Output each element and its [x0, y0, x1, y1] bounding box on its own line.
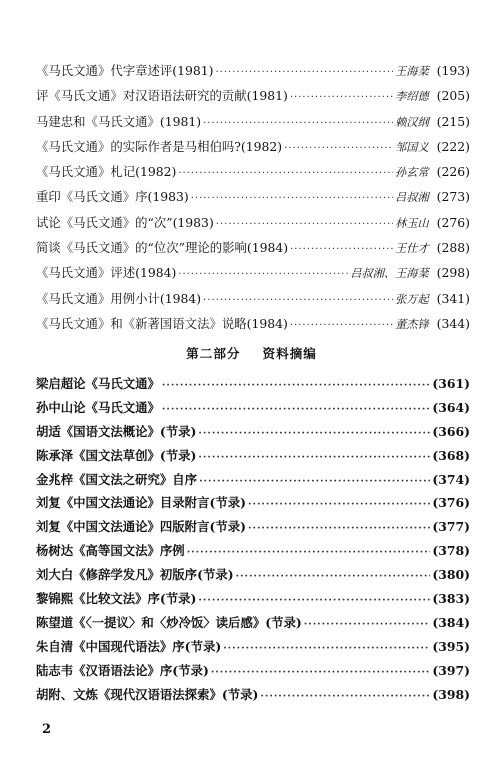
toc-entry	[36, 311, 470, 336]
entry-title: 胡适《国语文法概论》(节录)	[36, 423, 197, 439]
entry-page: (298)	[436, 265, 470, 281]
entry-page: (395)	[432, 638, 470, 654]
dot-leader	[198, 589, 430, 611]
dot-leader	[248, 517, 430, 539]
dot-leader	[203, 111, 393, 134]
entry-title: 杨树达《高等国文法》序例	[36, 543, 185, 559]
entry-author: 林玉山	[395, 216, 429, 230]
entry-title: 刘复《中国文法通论》四版附言(节录)	[36, 519, 246, 535]
toc-part-two	[36, 372, 470, 706]
toc-part-one	[36, 58, 470, 336]
dot-leader	[284, 136, 393, 159]
entry-title: 胡附、文炼《现代汉语语法探索》(节录)	[36, 686, 259, 702]
toc-entry	[36, 83, 470, 108]
page-number: 2	[42, 722, 52, 737]
entry-author: 吕叔湘、王海棻	[350, 267, 429, 281]
entry-title: 《马氏文通》和《新著国语文法》说略(1984)	[36, 315, 288, 331]
entry-page: (364)	[432, 399, 470, 415]
entry-page: (215)	[436, 113, 470, 129]
entry-page: (384)	[432, 614, 470, 630]
entry-page: (193)	[436, 63, 470, 78]
entry-author: 赖汉纲	[395, 115, 429, 129]
toc-entry	[36, 635, 470, 659]
entry-title: 重印《马氏文通》序(1983)	[36, 189, 189, 205]
toc-entry	[36, 58, 470, 83]
dot-leader	[191, 186, 393, 209]
dot-leader	[260, 685, 430, 707]
dot-leader	[223, 637, 430, 659]
entry-title: 《马氏文通》札记(1982)	[36, 164, 177, 180]
entry-title: 陆志韦《汉语语法论》序(节录)	[36, 662, 209, 678]
entry-page: (226)	[436, 164, 470, 180]
dot-leader	[198, 422, 430, 444]
section-heading	[0, 343, 503, 362]
entry-title: 简谈《马氏文通》的“位次”理论的影响(1984)	[36, 240, 289, 256]
entry-page: (376)	[432, 495, 470, 511]
entry-author: 王仕才	[395, 242, 429, 256]
dot-leader	[216, 60, 394, 83]
toc-entry	[36, 563, 470, 587]
toc-entry	[36, 587, 470, 611]
entry-title: 黎锦熙《比较文法》序(节录)	[36, 591, 197, 607]
entry-author: 张万起	[395, 292, 429, 306]
entry-title: 梁启超论《马氏文通》	[36, 376, 160, 391]
entry-title: 金兆梓《国文法之研究》自序	[36, 471, 198, 487]
dot-leader	[199, 470, 430, 492]
entry-author: 董杰锋	[395, 317, 429, 331]
entry-page: (397)	[432, 662, 470, 678]
entry-page: (276)	[436, 214, 470, 230]
toc-entry	[36, 539, 470, 563]
entry-author: 邹国义	[395, 140, 429, 154]
entry-title: 孙中山论《马氏文通》	[36, 399, 160, 415]
entry-page: (361)	[432, 376, 470, 391]
entry-title: 试论《马氏文通》的“次”(1983)	[36, 214, 214, 230]
entry-page: (366)	[432, 423, 470, 439]
dot-leader	[248, 493, 430, 515]
toc-entry	[36, 396, 470, 420]
dot-leader	[290, 237, 393, 260]
entry-page: (205)	[436, 88, 470, 104]
toc-entry	[36, 683, 470, 707]
dot-leader	[211, 661, 431, 683]
entry-title: 评《马氏文通》对汉语语法研究的贡献(1981)	[36, 88, 288, 104]
entry-page: (341)	[436, 290, 470, 306]
entry-title: 《马氏文通》的实际作者是马相伯吗?(1982)	[36, 138, 283, 154]
entry-page: (377)	[432, 519, 470, 535]
entry-title: 刘大白《修辞学发凡》初版序(节录)	[36, 567, 234, 583]
entry-page: (398)	[432, 686, 470, 702]
entry-page: (222)	[436, 138, 470, 154]
toc-entry	[36, 444, 470, 468]
dot-leader	[198, 446, 430, 468]
dot-leader	[290, 313, 393, 336]
dot-leader	[216, 212, 393, 235]
toc-entry	[36, 210, 470, 235]
entry-title: 《马氏文通》评述(1984)	[36, 265, 177, 281]
toc-entry	[36, 235, 470, 260]
entry-page: (378)	[432, 543, 470, 559]
dot-leader	[187, 541, 431, 563]
entry-page: (344)	[436, 315, 470, 331]
entry-title: 朱自清《中国现代语法》序(节录)	[36, 638, 222, 654]
entry-author: 王海棻	[395, 65, 429, 78]
entry-title: 刘复《中国文法通论》目录附言(节录)	[36, 495, 246, 511]
dot-leader	[178, 161, 393, 184]
entry-title: 《马氏文通》代字章述评(1981)	[36, 63, 214, 78]
entry-title: 《马氏文通》用例小计(1984)	[36, 290, 202, 306]
entry-page: (380)	[432, 567, 470, 583]
dot-leader	[236, 565, 431, 587]
entry-page: (288)	[436, 240, 470, 256]
entry-author: 孙玄常	[395, 166, 429, 180]
entry-page: (374)	[432, 471, 470, 487]
dot-leader	[162, 398, 431, 420]
entry-title: 马建忠和《马氏文通》(1981)	[36, 113, 202, 129]
toc-entry	[36, 491, 470, 515]
dot-leader	[203, 288, 393, 311]
toc-entry	[36, 184, 470, 209]
entry-title: 陈承泽《国文法草创》(节录)	[36, 447, 197, 463]
entry-page: (273)	[436, 189, 470, 205]
toc-entry	[36, 611, 470, 635]
entry-author: 李绍德	[395, 90, 429, 104]
entry-title: 陈望道《〈一提议〉和〈炒冷饭〉读后感》(节录)	[36, 614, 302, 630]
entry-author: 吕叔湘	[395, 191, 429, 205]
dot-leader	[162, 374, 431, 396]
toc-entry	[36, 134, 470, 159]
dot-leader	[304, 613, 431, 635]
toc-entry	[36, 468, 470, 492]
section-name: 资料摘编	[262, 346, 317, 361]
entry-page: (383)	[432, 591, 470, 607]
dot-leader	[178, 262, 348, 285]
toc-entry	[36, 109, 470, 134]
toc-entry	[36, 286, 470, 311]
toc-entry	[36, 159, 470, 184]
toc-entry	[36, 659, 470, 683]
entry-page: (368)	[432, 447, 470, 463]
dot-leader	[290, 85, 393, 108]
toc-entry	[36, 515, 470, 539]
toc-entry	[36, 372, 470, 396]
toc-entry	[36, 420, 470, 444]
toc-entry	[36, 260, 470, 285]
section-part: 第二部分	[186, 346, 241, 361]
